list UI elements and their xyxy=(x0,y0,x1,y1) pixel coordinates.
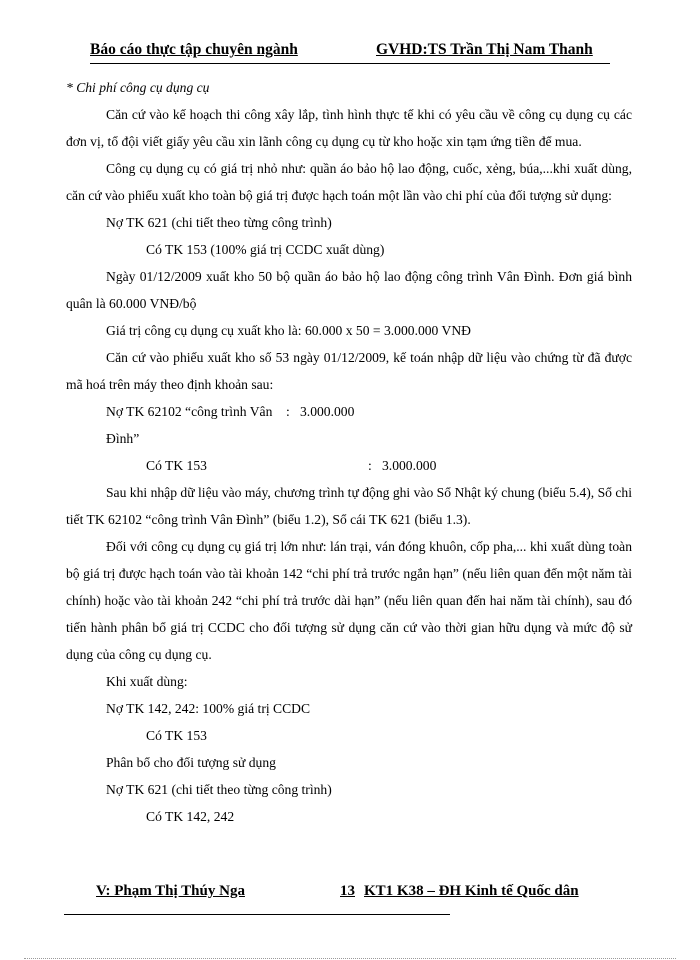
journal-credit-account: Có TK 153 xyxy=(146,458,207,473)
section-heading: * Chi phí công cụ dụng cụ xyxy=(66,80,210,95)
journal-credit-separator: : xyxy=(368,458,372,473)
journal-debit-row xyxy=(66,398,632,452)
header-report-title: Báo cáo thực tập chuyên ngành xyxy=(90,41,298,58)
journal-debit-account: Nợ TK 62102 “công trình Vân Đình” xyxy=(106,404,273,446)
journal-credit-amount: 3.000.000 xyxy=(382,458,437,473)
journal-debit-amount: 3.000.000 xyxy=(300,404,355,419)
journal-debit-separator: : xyxy=(286,404,290,419)
page-footer xyxy=(96,883,616,903)
label-on-issue: Khi xuất dùng: xyxy=(106,674,188,689)
header-supervisor: GVHD:TS Trần Thị Nam Thanh xyxy=(376,41,593,58)
paragraph-posting: Sau khi nhập dữ liệu vào máy, chương trình tự động ghi vào Sổ Nhật ký chung (biểu 5.4), Sổ chi tiết TK 62102 “công trình Vân Đình” (biểu 1.2), Sổ cái TK 621 (biểu 1.3). xyxy=(66,485,632,527)
paragraph-intro: Căn cứ vào kế hoạch thi công xây lắp, tình hình thực tế khi có yêu cầu về công cụ dụng cụ các đơn vị, tổ đội viết giấy yêu cầu xin lãnh công cụ dụng cụ từ kho hoặc xin tạm ứng tiền để mua. xyxy=(66,107,632,149)
entry-credit-153-b: Có TK 153 xyxy=(146,728,207,743)
entry-credit-142-242: Có TK 142, 242 xyxy=(146,809,235,824)
page-number: 13 xyxy=(340,883,355,899)
footer-class-university: KT1 K38 – ĐH Kinh tế Quốc dân xyxy=(364,883,579,899)
entry-debit-621: Nợ TK 621 (chi tiết theo từng công trình) xyxy=(106,215,332,230)
paragraph-example: Ngày 01/12/2009 xuất kho 50 bộ quần áo bảo hộ lao động công trình Vân Đình. Đơn giá bình quân là 60.000 VNĐ/bộ xyxy=(66,269,632,311)
paragraph-voucher: Căn cứ vào phiếu xuất kho số 53 ngày 01/12/2009, kế toán nhập dữ liệu vào chứng từ đã được mã hoá trên máy theo định khoản sau: xyxy=(66,350,632,392)
entry-credit-153: Có TK 153 (100% giá trị CCDC xuất dùng) xyxy=(146,242,385,257)
page-edge-divider xyxy=(24,958,676,959)
entry-debit-621-b: Nợ TK 621 (chi tiết theo từng công trình) xyxy=(106,782,332,797)
journal-credit-row xyxy=(66,452,632,479)
entry-debit-142-242: Nợ TK 142, 242: 100% giá trị CCDC xyxy=(106,701,311,716)
label-allocation: Phân bổ cho đối tượng sử dụng xyxy=(106,755,276,770)
calculation-line: Giá trị công cụ dụng cụ xuất kho là: 60.000 x 50 = 3.000.000 VNĐ xyxy=(106,323,471,338)
footer-author: V: Phạm Thị Thúy Nga xyxy=(96,883,245,899)
footer-rule xyxy=(64,914,450,915)
paragraph-large-tools: Đối với công cụ dụng cụ giá trị lớn như: lán trại, ván đóng khuôn, cốp pha,... khi xuất dùng toàn bộ giá trị được hạch toán vào tài khoản 142 “chi phí trả trước ngắn hạn” (nếu liên quan đến một năm tài chính) hoặc vào tài khoản 242 “chi phí trả trước dài hạn” (nếu liên quan đến hai năm tài chính), sau đó tiến hành phân bổ giá trị CCDC cho đối tượng sử dụng căn cứ vào thời gian hữu dụng và mức độ sử dụng của công cụ dụng cụ. xyxy=(66,539,632,662)
page-header xyxy=(90,41,610,64)
document-body xyxy=(66,74,632,830)
paragraph-small-tools: Công cụ dụng cụ có giá trị nhỏ như: quần áo bảo hộ lao động, cuốc, xẻng, búa,...khi xuất dùng, căn cứ vào phiếu xuất kho toàn bộ giá trị được hạch toán một lần vào chi phí của đối tượng sử dụng: xyxy=(66,161,632,203)
